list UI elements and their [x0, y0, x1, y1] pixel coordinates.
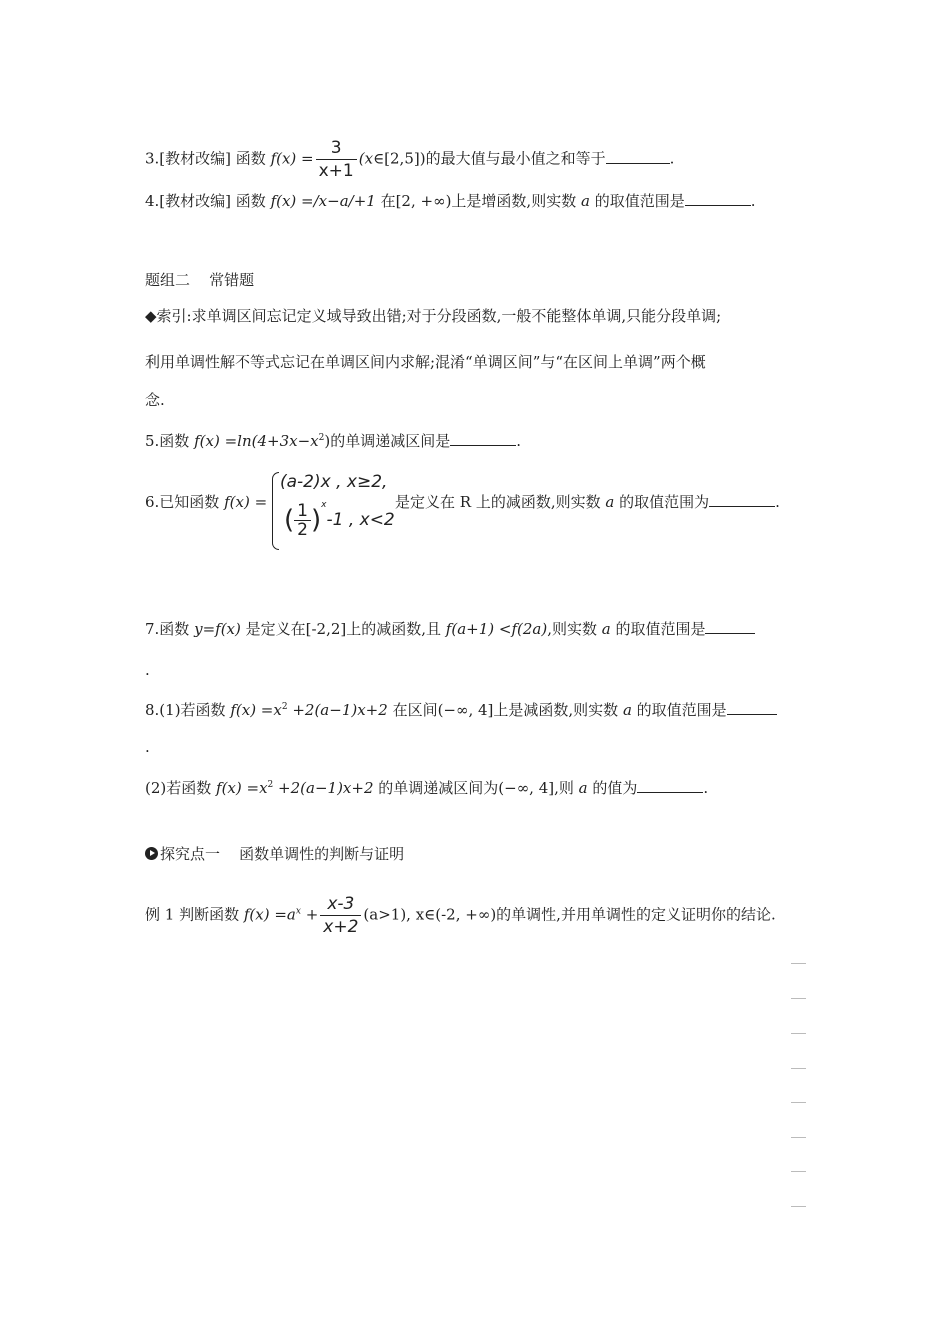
q6-half-den: 2	[294, 520, 311, 539]
ex1-numerator: x-3	[327, 894, 355, 914]
q6-piece-2: ( $\frac{1}{2}$ )$^x$-1 , x<2	[284, 500, 395, 540]
q4-prefix: 4.[教材改编] 函数	[145, 192, 271, 210]
q7-expr2: f(a+1) <f(2a)	[445, 620, 548, 638]
ex1-exp: x	[295, 906, 301, 917]
q5-expr: f(x) =ln(4+3x−x	[194, 432, 319, 450]
question-6-prefix	[145, 492, 267, 512]
q6-suffix: 是定义在 R 上的减函数,则实数	[395, 493, 606, 511]
example-1	[145, 893, 776, 938]
q8-p2-expr2: +2(a−1)x+2	[273, 779, 374, 797]
q5-exponent: 2	[318, 433, 325, 443]
q3-numerator: 3	[330, 138, 342, 158]
ex1-fraction	[320, 893, 361, 938]
play-circle-icon	[145, 847, 158, 860]
q4-suffix: 在[2, +∞)上是增函数,则实数	[375, 192, 581, 210]
q8-p2-suffix2: 的值为	[587, 779, 638, 797]
q8-p1-prefix: 8.(1)若函数	[145, 701, 231, 719]
question-5	[145, 428, 521, 451]
q4-end: .	[750, 192, 756, 210]
answer-blank	[685, 193, 751, 206]
q6-suffix2: 的取值范围为	[614, 493, 710, 511]
q3-suffix: ∈[2,5])的最大值与最小值之和等于	[373, 149, 606, 168]
q3-denominator: x+1	[316, 159, 357, 182]
q5-end: .	[516, 432, 521, 450]
q6-fx: f(x) =	[224, 493, 268, 511]
q7-suffix2: 的取值范围是	[610, 620, 706, 638]
q8-p1-suffix2: 的取值范围是	[631, 701, 727, 719]
piecewise-brace	[272, 472, 279, 550]
question-4	[145, 191, 755, 211]
ex1-prefix: 例 1 判断函数	[145, 905, 244, 924]
q7-expr: y=f(x)	[194, 620, 241, 638]
ex1-denominator: x+2	[320, 915, 361, 938]
q6-half-num: 1	[297, 500, 308, 521]
q3-prefix: 3.[教材改编] 函数	[145, 149, 271, 168]
index-note-line-3: 念.	[145, 391, 165, 409]
q6-piece-2-tail: -1 , x<2	[326, 510, 395, 530]
q8-p2-expr: f(x) =x	[216, 779, 268, 797]
q8-p2-end: .	[703, 779, 709, 797]
q8-p2-suffix: 的单调递减区间为(−∞, 4],则	[373, 779, 579, 797]
q8-p2-var: a	[578, 779, 588, 797]
margin-dash	[791, 1102, 806, 1103]
margin-dash	[791, 1033, 806, 1034]
q6-var: a	[605, 493, 615, 511]
q3-eq: =	[296, 149, 314, 168]
question-6-suffix	[395, 492, 780, 512]
q4-var: a	[580, 192, 590, 210]
q3-x: (x	[358, 149, 374, 168]
q7-end: .	[145, 661, 150, 679]
q7-suffix: ,则实数	[547, 620, 602, 638]
answer-blank	[705, 621, 755, 634]
section-title-text: 探究点一 函数单调性的判断与证明	[160, 845, 405, 863]
answer-blank	[727, 702, 777, 715]
question-7	[145, 619, 755, 639]
answer-blank	[709, 494, 775, 507]
margin-dash	[791, 1171, 806, 1172]
q3-end: .	[669, 149, 675, 168]
q3-fraction	[316, 137, 357, 182]
margin-dash	[791, 1206, 806, 1207]
question-8-part-2	[145, 775, 708, 798]
q6-end: .	[775, 493, 780, 511]
margin-dash	[791, 998, 806, 999]
index-note-line-1: ◆索引:求单调区间忘记定义域导致出错;对于分段函数,一般不能整体单调,只能分段单调;	[145, 307, 722, 325]
section-title	[145, 844, 404, 864]
q8-p1-expr: f(x) =x	[230, 701, 282, 719]
ex1-cond: (a>1), x∈(-2, +∞)的单调性,并用单调性的定义证明你的结论.	[363, 905, 776, 924]
q4-suffix2: 的取值范围是	[589, 192, 685, 210]
answer-blank	[606, 151, 670, 164]
answer-blank	[450, 433, 516, 446]
q6-prefix: 6.已知函数	[145, 493, 225, 511]
q8-p1-expr2: +2(a−1)x+2	[287, 701, 388, 719]
q7-var: a	[601, 620, 611, 638]
margin-dash	[791, 1137, 806, 1138]
question-8-part-1	[145, 697, 777, 720]
q6-piece-1: (a-2)x , x≥2,	[280, 472, 388, 492]
q5-suffix: )的单调递减区间是	[324, 432, 451, 450]
q7-prefix: 7.函数	[145, 620, 195, 638]
index-note-line-2: 利用单调性解不等式忘记在单调区间内求解;混淆“单调区间”与“在区间上单调”两个概	[145, 353, 706, 371]
q4-expr: f(x) =/x−a/+1	[270, 192, 376, 210]
q6-half-fraction	[294, 502, 311, 539]
margin-dash	[791, 963, 806, 964]
answer-blank	[637, 780, 703, 793]
group-title: 题组二 常错题	[145, 271, 255, 289]
question-3	[145, 137, 674, 182]
ex1-plus: +	[300, 905, 319, 924]
q8-p1-suffix: 在区间(−∞, 4]上是减函数,则实数	[387, 701, 623, 719]
q3-fx: f(x)	[270, 149, 297, 168]
q8-p1-exp: 2	[281, 702, 288, 712]
margin-dash	[791, 1068, 806, 1069]
q6-exponent: x	[321, 500, 327, 510]
q8-p1-var: a	[622, 701, 632, 719]
q8-p2-exp: 2	[267, 780, 274, 790]
q8-p2-prefix: (2)若函数	[145, 779, 217, 797]
ex1-expr: f(x) =a	[243, 905, 296, 924]
q7-mid: 是定义在[-2,2]上的减函数,且	[240, 620, 446, 638]
q8-p1-end: .	[145, 738, 150, 756]
q5-prefix: 5.函数	[145, 432, 195, 450]
